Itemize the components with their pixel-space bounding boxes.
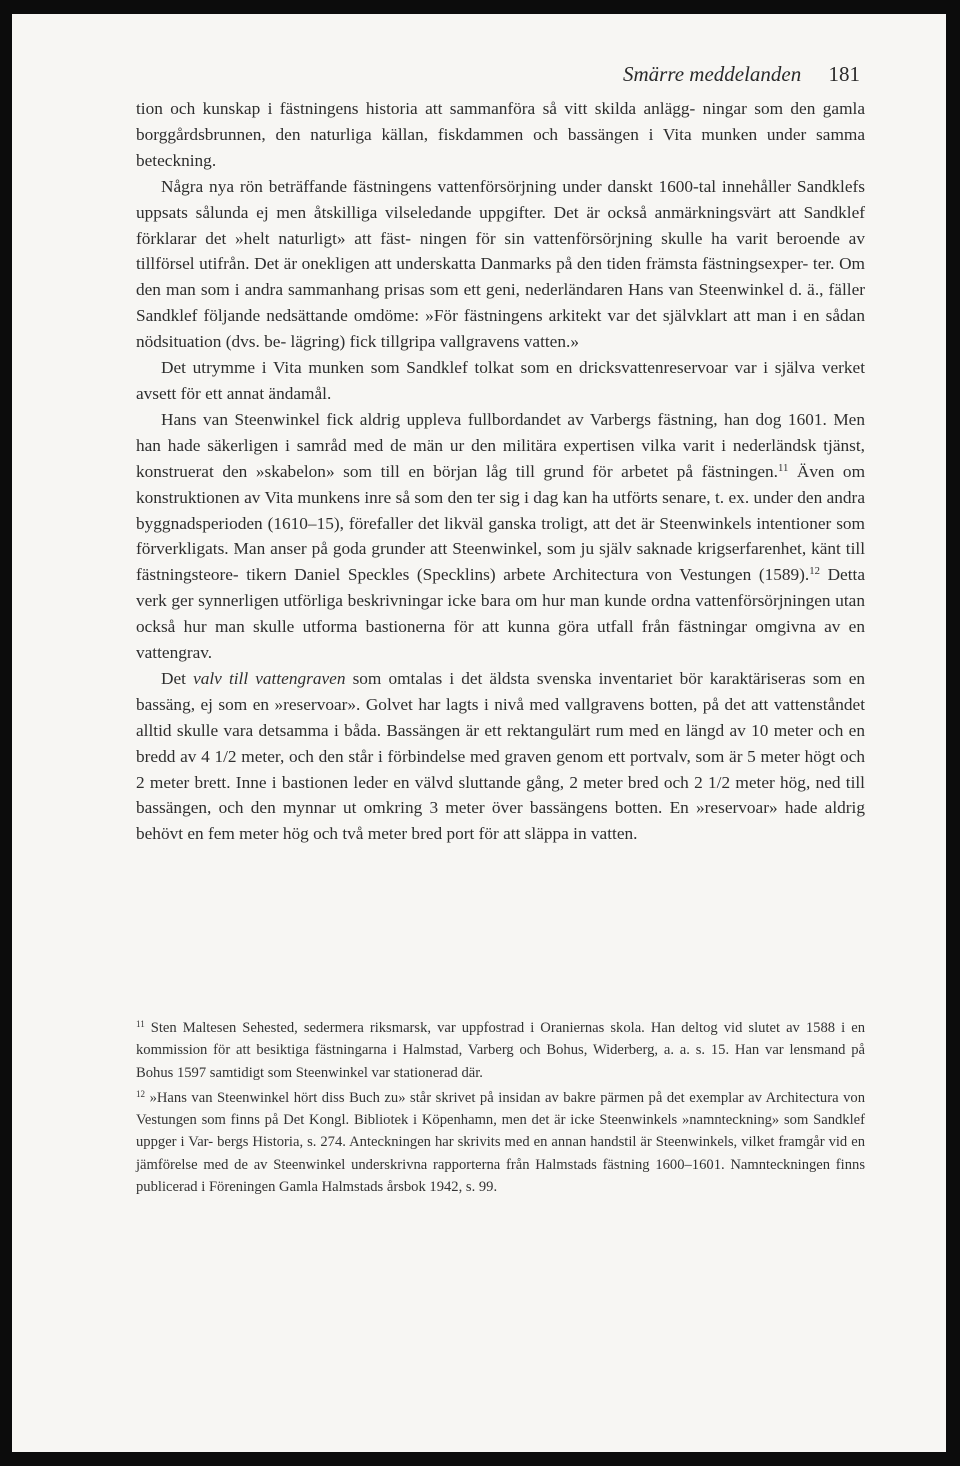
footnote-11-text: Sten Maltesen Sehested, sedermera riksmarsk, var uppfostrad i Oraniernas skola. Han deltog vid slutet av 1588 i en kommission för att besiktiga fästningarna i Halmstad, Varberg och Bohus, Widerberg, a. a. s. 15. Han var lensmand på Bohus 1597 samtidigt som Steenwinkel var stationerad där. — [136, 1020, 865, 1081]
paragraph-5-end: meter hög, ned till bassängen, och den mynnar ut omkring 3 meter över bassängens botten. En »reservoar» hade aldrig behövt en fem meter hög och två meter bred port för att släppa in vatten. — [136, 772, 865, 844]
paragraph-2: Några nya rön beträffande fästningens vattenförsörjning under danskt 1600-tal innehåller Sandklefs uppsats sålunda ej men åtskilliga vilseledande uppgifter. Det är också anmärkningsvärt att Sandklef förklarar det »helt naturligt» att fäst- ningen för sin vattenförsörjning skulle ha varit beroende av tillförsel utifrån. Det är onekligen att underskatta Danmarks på den tiden främsta fästningsexper- ter. Om den man som i andra sammanhang prisas som ett geni, nederländaren Hans van Steenwinkel d. ä., fäller Sandklef följande nedsättande omdöme: »För fästningens arkitekt var det självklart att man i en sådan nödsituation (dvs. be- lägring) fick tillgripa vallgravens vatten.» — [136, 176, 865, 352]
paragraph-4-part-a: Hans van Steenwinkel fick aldrig uppleva fullbordandet av Varbergs fästning, han dog 1601. Men han hade säkerligen i samråd med de män ur den militära expertisen vilka varit i nederländsk tjänst, konstruerat den »skabelon» som till en början låg till grund för arbetet på fästningen. — [136, 409, 865, 481]
paragraph-3: Det utrymme i Vita munken som Sandklef tolkat som en dricksvattenreservoar var i själva verket avsett för ett annat ändamål. — [136, 358, 865, 403]
section-title: Smärre meddelanden — [622, 62, 802, 86]
paragraph-1: tion och kunskap i fästningens historia att sammanföra så vitt skilda anlägg- ningar som den gamla borggårdsbrunnen, den naturliga källan, fiskdammen och bassängen i Vita munken under samma beteckning. — [136, 99, 865, 170]
footnote-ref-12: 12 — [809, 565, 820, 578]
page-number: 181 — [828, 62, 860, 86]
footnote-12 — [136, 1087, 865, 1198]
fraction-half-2: 1/2 — [708, 772, 731, 792]
paragraph-5-mid: som omtalas i det äldsta svenska inventariet bör karaktäriseras som en bassäng, ej som en »reservoar». Golvet har lagts i nivå med vallgravens botten, på det att vattenståndet alltid skulle vara detsamma i båda. Bassängen är ett rektangulärt rum med en längd av 10 meter och en bredd av 4 — [136, 668, 866, 766]
footnote-11-number: 11 — [136, 1019, 145, 1030]
paragraph-4-part-b: Även om konstruktionen av Vita munkens inre så som den ter sig i dag kan ha utförts senare, t. ex. under den andra byggnadsperioden (1610–15), förefaller det likväl ganska troligt, att det är Steenwinkels intentioner som förverkligats. Man anser på goda grunder att Steenwinkel, som ju själv saknade krigserfarenhet, känt till fästningsteore- tikern Daniel Speckles (Specklins) arbete Architectura von Vestungen (1589). — [136, 461, 866, 585]
paragraph-5-mid-2: meter, och den står i förbindelse med graven genom ett portvalv, som är 5 meter högt och 2 meter brett. Inne i bastionen leder en välvd sluttande gång, 2 meter bred och 2 — [136, 746, 866, 792]
footnote-11 — [136, 1017, 865, 1084]
paragraph-5 — [136, 666, 865, 847]
body-text — [136, 96, 865, 847]
running-header — [623, 62, 860, 87]
paragraph-5-pre: Det — [161, 668, 194, 688]
footnote-ref-11: 11 — [777, 461, 789, 474]
fraction-half-1: 1/2 — [214, 746, 237, 766]
footnote-12-number: 12 — [136, 1088, 146, 1099]
paragraph-5-emphasis: valv till vattengraven — [193, 668, 346, 688]
footnote-12-text: »Hans van Steenwinkel hört diss Buch zu» står skrivet på insidan av bakre pärmen på det exemplar av Architectura von Vestungen som finns på Det Kongl. Bibliotek i Köpenhamn, men det är icke Steenwinkels »namnteckning» som Sandklef uppger i Var- bergs Historia, s. 274. Anteckningen har skrivits med en annan handstil är Steenwinkels, vilket framgår vid en jämförelse med de av Steenwinkel underskrivna rapporterna från Halmstads fästning 1600–1601. Namnteckningen finns publicerad i Föreningen Gamla Halmstads årsbok 1942, s. 99. — [136, 1089, 865, 1196]
paragraph-4 — [136, 407, 865, 666]
paragraph-4-part-c: Detta verk ger synnerligen utförliga beskrivningar icke bara om hur man kunde ordna vattenförsörjningen utan också hur man skulle utforma bastionerna för att kunna göra utfall från fästningar omgivna av en vattengrav. — [136, 565, 865, 663]
book-page — [12, 14, 946, 1452]
footnotes — [136, 1017, 865, 1201]
